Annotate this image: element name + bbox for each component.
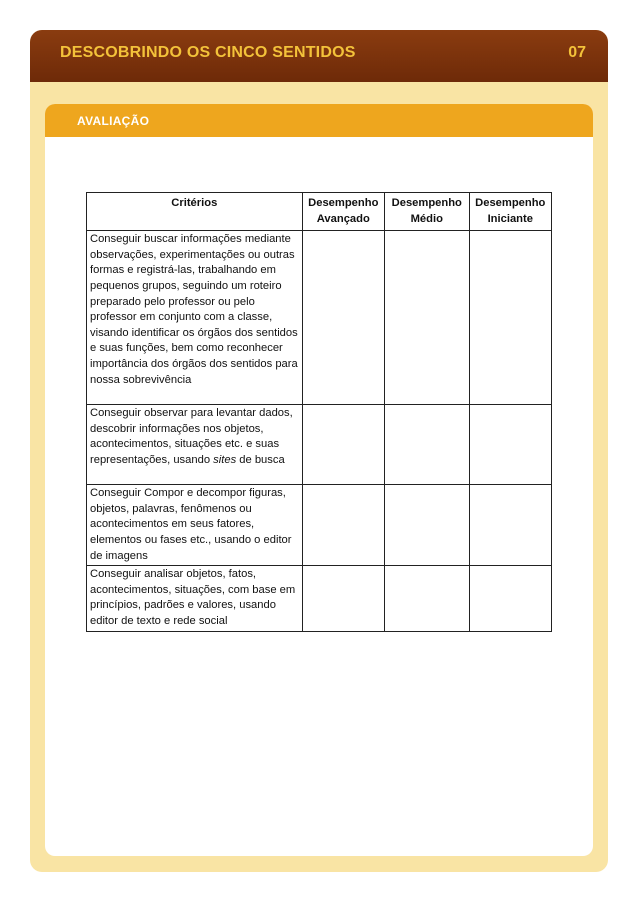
table-row [87, 231, 552, 405]
header-bar [30, 30, 608, 82]
advanced-cell [302, 485, 384, 566]
medium-cell [385, 405, 470, 485]
section-title: AVALIAÇÃO [77, 114, 150, 128]
column-header-advanced: Desempenho Avançado [302, 193, 384, 231]
beginner-cell [469, 566, 551, 631]
criterion-italic-text: sites [213, 453, 237, 466]
table-row [87, 566, 552, 631]
medium-cell [385, 566, 470, 631]
column-header-medium: Desempenho Médio [385, 193, 470, 231]
criterion-text-end: de busca [236, 453, 285, 466]
beginner-cell [469, 231, 551, 405]
criterion-text: Conseguir observar para levantar dados, descobrir informações nos objetos, acontecimentos, situações etc. e suas representações, usando [90, 407, 293, 466]
criterion-cell: Conseguir buscar informações mediante observações, experimentações ou outras formas e registrá-las, trabalhando em pequenos grupos, seguindo um roteiro preparado pelo professor ou pelo professor em conjunto com a classe, visando identificar os órgãos dos sentidos e suas funções, bem como reconhecer importância dos órgãos dos sentidos para nossa sobrevivência [87, 231, 303, 405]
table-row [87, 405, 552, 485]
table-row [87, 485, 552, 566]
column-header-beginner: Desempenho Iniciante [469, 193, 551, 231]
advanced-cell [302, 405, 384, 485]
evaluation-table [86, 192, 552, 632]
page-number: 07 [568, 44, 586, 61]
column-header-criteria: Critérios [87, 193, 303, 231]
page-title: DESCOBRINDO OS CINCO SENTIDOS [60, 44, 356, 61]
content-panel [45, 104, 593, 856]
criterion-cell: Conseguir Compor e decompor figuras, objetos, palavras, fenômenos ou acontecimentos em seus fatores, elementos ou fases etc., usando o editor de imagens [87, 485, 303, 566]
beginner-cell [469, 405, 551, 485]
table-header-row [87, 193, 552, 231]
criterion-cell [87, 405, 303, 485]
advanced-cell [302, 231, 384, 405]
advanced-cell [302, 566, 384, 631]
page-frame [30, 30, 608, 872]
medium-cell [385, 231, 470, 405]
section-bar [45, 104, 593, 137]
beginner-cell [469, 485, 551, 566]
medium-cell [385, 485, 470, 566]
criterion-cell: Conseguir analisar objetos, fatos, acontecimentos, situações, com base em princípios, padrões e valores, usando editor de texto e rede social [87, 566, 303, 631]
